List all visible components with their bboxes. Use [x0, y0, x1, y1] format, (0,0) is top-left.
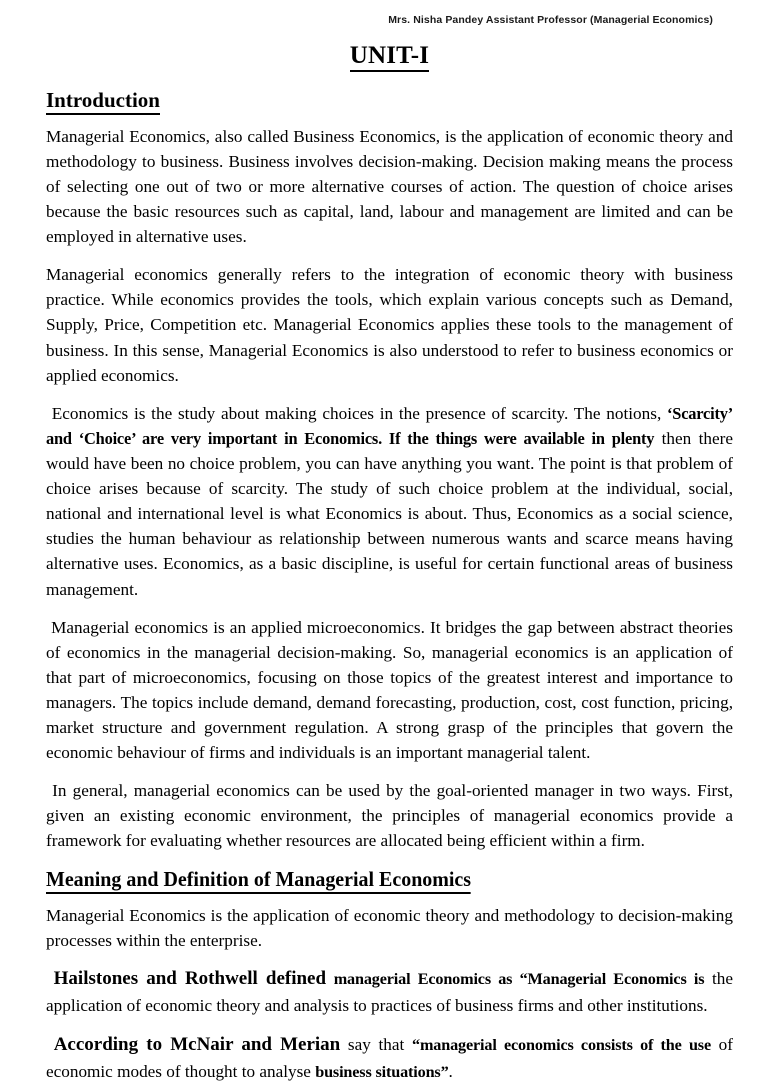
paragraph-intro-3-lead: Economics is the study about making choices in the presence of scarcity. The notions,	[51, 403, 662, 423]
paragraph-intro-4	[46, 615, 733, 766]
definition-author-mcnair: According to McNair and Merian	[53, 1033, 341, 1055]
definition-connector-mcnair: say that	[340, 1034, 412, 1054]
section-heading-meaning-definition-text: Meaning and Definition of Managerial Economics	[46, 867, 471, 894]
definition-author-hailstones: Hailstones and Rothwell defined	[53, 967, 327, 989]
unit-title	[46, 42, 733, 70]
definition-quote1-mcnair: “managerial economics consists of the use	[412, 1035, 711, 1054]
paragraph-intro-3-emphasis: ‘Scarcity’ and ‘Choice’ are very important in Economics. If the things were available in plenty	[46, 403, 733, 448]
paragraph-intro-5	[46, 778, 733, 853]
definition-hailstones-rothwell	[46, 965, 733, 1018]
definition-mcnair-merian	[46, 1031, 733, 1084]
paragraph-intro-1: Managerial Economics, also called Business Economics, is the application of economic theory and methodology to business. Business involves decision-making. Decision making means the process of selecting one out of two or more alternative courses of action. The question of choice arises because the basic resources such as capital, land, labour and management are limited and can be employed in alternative uses.	[46, 126, 733, 247]
paragraph-meaning-1: Managerial Economics is the application of economic theory and methodology to decision-making processes within the enterprise.	[46, 905, 733, 950]
section-heading-introduction	[46, 88, 733, 115]
definition-end-mcnair: .	[448, 1061, 453, 1081]
section-heading-introduction-text: Introduction	[46, 88, 160, 115]
unit-title-text: UNIT-I	[350, 42, 429, 72]
section-heading-meaning-definition	[46, 867, 733, 894]
definition-middle-mcnair: of economic modes of thought to analyse	[46, 1034, 734, 1081]
paragraph-intro-3	[46, 401, 733, 602]
paragraph-intro-5-text: In general, managerial economics can be used by the goal-oriented manager in two ways. First, given an existing economic environment, the principles of managerial economics provide a framework for evaluating whether resources are allocated being efficient within a firm.	[46, 781, 733, 851]
paragraph-intro-2: Managerial economics generally refers to the integration of economic theory with business practice. While economics provides the tools, which explain various concepts such as Demand, Supply, Price, Competition etc. Managerial Economics applies these tools to the management of business. In this sense, Managerial Economics is also understood to refer to business economics or applied economics.	[46, 265, 733, 385]
definition-quote2-mcnair: business situations”	[315, 1062, 449, 1081]
paragraph-intro-3-tail: then there would have been no choice problem, you can have anything you want. The point is that problem of choice arises because of scarcity. The study of such choice problem at the individual, social, national and international level is what Economics is about. Thus, Economics as a social science, studies the human behaviour as relationship between numerous wants and scarce means having alternative uses. Economics, as a basic discipline, is useful for certain functional areas of business management.	[46, 428, 734, 599]
running-header: Mrs. Nisha Pandey Assistant Professor (Managerial Economics)	[388, 14, 713, 26]
definition-quote-hailstones: managerial Economics as “Managerial Economics is	[333, 969, 705, 988]
definition-rest-hailstones: the application of economic theory and analysis to practices of business firms and other institutions.	[46, 968, 733, 1015]
paragraph-intro-4-text: Managerial economics is an applied microeconomics. It bridges the gap between abstract theories of economics in the managerial decision-making. So, managerial economics is an application of that part of microeconomics, focusing on those topics of the greatest interest and importance to managers. The topics include demand, demand forecasting, production, cost, cost function, pricing, market structure and government regulation. A strong grasp of the principles that govern the economic behaviour of firms and individuals is an important managerial talent.	[46, 617, 733, 763]
